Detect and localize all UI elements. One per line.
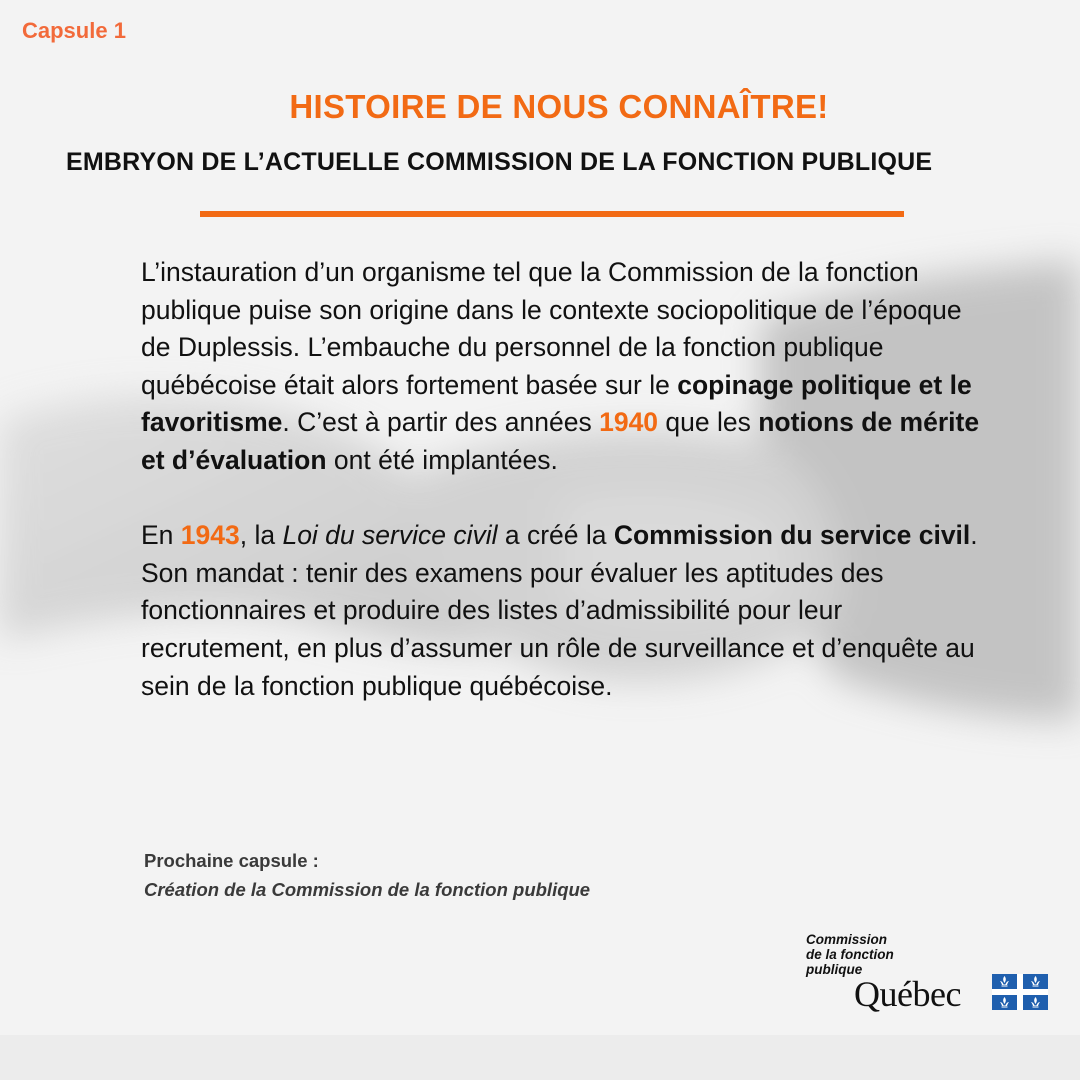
- quebec-wordmark: Québec: [854, 974, 961, 1014]
- law-title: Loi du service civil: [282, 520, 498, 551]
- paragraph-1-text: ont été implantées.: [326, 444, 558, 475]
- paragraph-2: [141, 517, 986, 705]
- next-capsule-title: Création de la Commission de la fonction publique: [144, 879, 591, 900]
- highlight-copinage: copinage politique et le favoritisme: [141, 369, 972, 438]
- next-capsule-label: Prochaine capsule :: [144, 850, 319, 871]
- next-capsule: [144, 846, 590, 904]
- logo-org-name: [806, 932, 894, 977]
- paragraph-2-text: . Son mandat : tenir des examens pour évaluer les aptitudes des fonctionnaires et produire des listes d’admissibilité pour leur recrutement, en plus d’assumer un rôle de surveillance et d’enquête au sein de la fonction publique québécoise.: [141, 520, 978, 701]
- paragraph-2-text: En: [141, 520, 181, 551]
- bottom-band: [0, 1035, 1080, 1080]
- page-title: HISTOIRE DE NOUS CONNAÎTRE!: [289, 88, 829, 125]
- title-divider: [200, 211, 904, 217]
- logo-line-3: publique: [806, 962, 863, 977]
- highlight-merite: notions de mérite et d’évaluation: [141, 407, 980, 475]
- paragraph-2-text: , la: [239, 520, 283, 551]
- commission-logo: [806, 932, 1051, 1017]
- paragraph-2-text: a créé la: [497, 520, 614, 551]
- paragraph-1: [141, 254, 986, 480]
- capsule-label: Capsule 1: [22, 18, 126, 43]
- year-1940: 1940: [599, 407, 659, 438]
- paragraph-1-text: que les: [658, 407, 759, 438]
- year-1943: 1943: [180, 520, 240, 551]
- logo-line-1: Commission: [806, 932, 888, 947]
- logo-line-2: de la fonction: [806, 947, 894, 962]
- body-text: [141, 254, 986, 705]
- paragraph-1-text: L’instauration d’un organisme tel que la Commission de la fonction publique puise son origine dans le contexte sociopolitique de l’époque de Duplessis. L’embauche du personnel de la fonction publique québécoise était alors fortement basée sur le: [141, 257, 962, 400]
- paragraph-1-text: . C’est à partir des années: [282, 407, 600, 438]
- highlight-commission-service-civil: Commission du service civil: [613, 520, 971, 551]
- fleurdelise-flag-icon: [992, 974, 1048, 1010]
- page-subtitle: EMBRYON DE L’ACTUELLE COMMISSION DE LA FONCTION PUBLIQUE: [66, 148, 933, 176]
